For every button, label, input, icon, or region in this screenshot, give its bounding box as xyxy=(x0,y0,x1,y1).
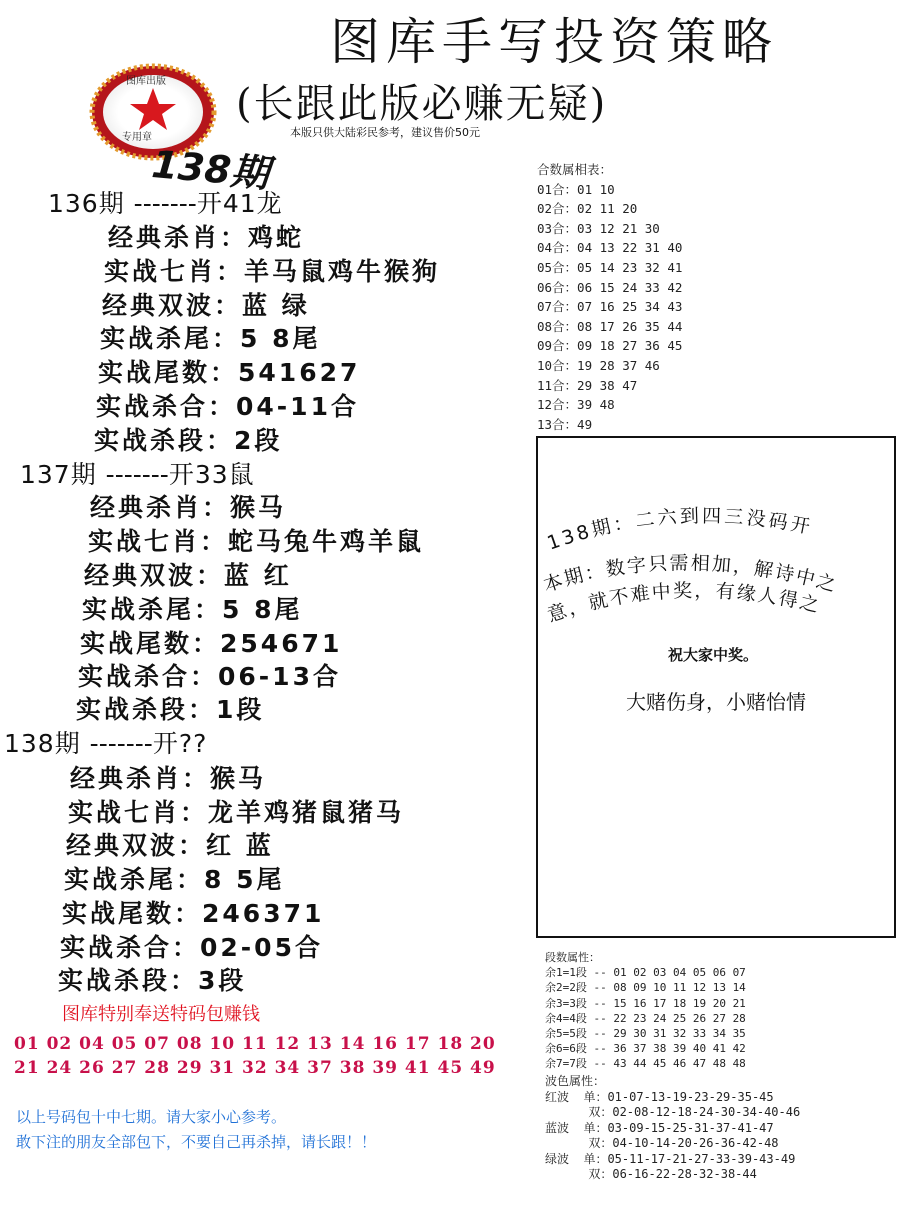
riddle-line-2: 本期：数字只需相加，解诗中之 xyxy=(540,552,840,597)
svg-text:138期：二六到四三没码开 xyxy=(544,505,814,555)
gift-note-1: 以上号码包十中七期。请大家小心参考。 xyxy=(16,1108,287,1126)
riddle-line-1: 138期：二六到四三没码开 xyxy=(544,505,815,555)
period-line: 实战杀尾：5 8尾 xyxy=(82,595,303,624)
segment-row: 余2=2段 -- 08 09 10 11 12 13 14 xyxy=(545,981,746,995)
period-line: 经典双波：蓝 红 xyxy=(84,561,292,590)
wave-row: 红波 单：01-07-13-19-23-29-35-45 xyxy=(545,1089,774,1104)
wave-table xyxy=(545,1074,800,1183)
page-subtitle: (长跟此版必赚无疑) xyxy=(236,81,608,127)
segment-row: 余7=7段 -- 43 44 45 46 47 48 48 xyxy=(545,1057,746,1071)
period-line: 实战尾数：246371 xyxy=(62,899,325,928)
period-line: 经典双波：蓝 绿 xyxy=(102,291,310,320)
price-note: 本版只供大陆彩民参考，建议售价50元 xyxy=(290,126,480,139)
gift-numbers-row2: 21 24 26 27 28 29 31 32 34 37 38 39 41 45 49 xyxy=(14,1058,496,1078)
period-dash: ------- xyxy=(133,189,197,218)
period-head-138: 138期 -------开?? xyxy=(4,729,208,758)
gift-numbers-row1: 01 02 04 05 07 08 10 11 12 13 14 16 17 18 20 xyxy=(14,1034,496,1054)
gift-note-2: 敢下注的朋友全部包下，不要自己再杀掉，请长跟！！ xyxy=(16,1133,377,1151)
period-line: 实战杀段：2段 xyxy=(94,426,283,455)
he-table xyxy=(537,160,682,434)
he-row: 10合：19 28 37 46 xyxy=(537,357,660,373)
period-line: 实战七肖：羊马鼠鸡牛猴狗 xyxy=(104,257,441,286)
period-line: 实战杀段：1段 xyxy=(76,695,265,724)
period-line: 实战杀尾：5 8尾 xyxy=(100,324,321,353)
he-row: 07合：07 16 25 34 43 xyxy=(537,299,683,315)
current-period-handwritten: 138期 xyxy=(150,141,271,197)
segment-row: 余3=3段 -- 15 16 17 18 19 20 21 xyxy=(545,996,746,1010)
wave-title: 波色属性： xyxy=(545,1074,606,1088)
period-line: 实战七肖：蛇马兔牛鸡羊鼠 xyxy=(88,527,425,556)
segment-table xyxy=(545,950,746,1072)
segment-row: 余6=6段 -- 36 37 38 39 40 41 42 xyxy=(545,1042,746,1056)
period-line: 经典杀肖：猴马 xyxy=(70,764,267,793)
he-row: 06合：06 15 24 33 42 xyxy=(537,279,683,295)
svg-text:意，就不难中奖，有缘人得之 xyxy=(545,580,823,627)
period-line: 经典杀肖：猴马 xyxy=(90,493,287,522)
he-row: 04合：04 13 22 31 40 xyxy=(537,240,683,256)
wave-row: 双：02-08-12-18-24-30-34-40-46 xyxy=(545,1105,801,1119)
segment-row: 余4=4段 -- 22 23 24 25 26 27 28 xyxy=(545,1011,746,1025)
he-row: 13合：49 xyxy=(537,416,593,432)
period-line: 实战杀合：02-05合 xyxy=(60,933,323,962)
period-head-137: 137期 -------开33鼠 xyxy=(20,460,255,489)
he-row: 08合：08 17 26 35 44 xyxy=(537,318,683,334)
segment-row: 余1=1段 -- 01 02 03 04 05 06 07 xyxy=(545,966,746,980)
motto-text: 大赌伤身，小赌怡情 xyxy=(626,690,806,714)
wave-row: 蓝波 单：03-09-15-25-31-37-41-47 xyxy=(545,1120,774,1135)
he-row: 01合：01 10 xyxy=(537,181,615,197)
period-line: 经典杀肖：鸡蛇 xyxy=(108,223,305,252)
period-line: 实战七肖：龙羊鸡猪鼠猪马 xyxy=(68,798,405,827)
he-table-title: 合数属相表： xyxy=(537,162,613,177)
period-line: 实战尾数：541627 xyxy=(98,358,361,387)
wish-text: 祝大家中奖。 xyxy=(668,646,759,664)
he-row: 09合：09 18 27 36 45 xyxy=(537,338,683,354)
gift-title: 图库特别奉送特码包赚钱 xyxy=(62,1004,260,1025)
period-line: 实战杀段：3段 xyxy=(58,966,247,995)
stamp-top-text: 图库出版 xyxy=(126,76,166,87)
period-line: 经典双波：红 蓝 xyxy=(66,831,274,860)
riddle-arc-text xyxy=(536,500,896,640)
wave-row: 双：04-10-14-20-26-36-42-48 xyxy=(545,1136,779,1150)
period-label: 136期 xyxy=(48,189,125,218)
he-row: 02合：02 11 20 xyxy=(537,201,638,217)
stamp-bottom-text: 专用章 xyxy=(122,132,152,143)
wave-row: 绿波 单：05-11-17-21-27-33-39-43-49 xyxy=(545,1151,796,1166)
period-line: 实战杀尾：8 5尾 xyxy=(64,865,285,894)
period-line: 实战杀合：06-13合 xyxy=(78,662,341,691)
he-row: 05合：05 14 23 32 41 xyxy=(537,259,683,275)
page-title: 图库手写投资策略 xyxy=(330,13,778,71)
period-line: 实战杀合：04-11合 xyxy=(96,392,359,421)
wave-row: 双：06-16-22-28-32-38-44 xyxy=(545,1167,757,1181)
he-row: 03合：03 12 21 30 xyxy=(537,220,660,236)
segment-row: 余5=5段 -- 29 30 31 32 33 34 35 xyxy=(545,1027,746,1041)
he-row: 11合：29 38 47 xyxy=(537,377,638,393)
period-line: 实战尾数：254671 xyxy=(80,629,343,658)
period-result: 开41龙 xyxy=(196,189,283,218)
riddle-line-3: 意，就不难中奖，有缘人得之 xyxy=(544,579,823,627)
segment-title: 段数属性： xyxy=(545,951,600,964)
period-head-136 xyxy=(48,184,283,220)
he-row: 12合：39 48 xyxy=(537,397,615,413)
